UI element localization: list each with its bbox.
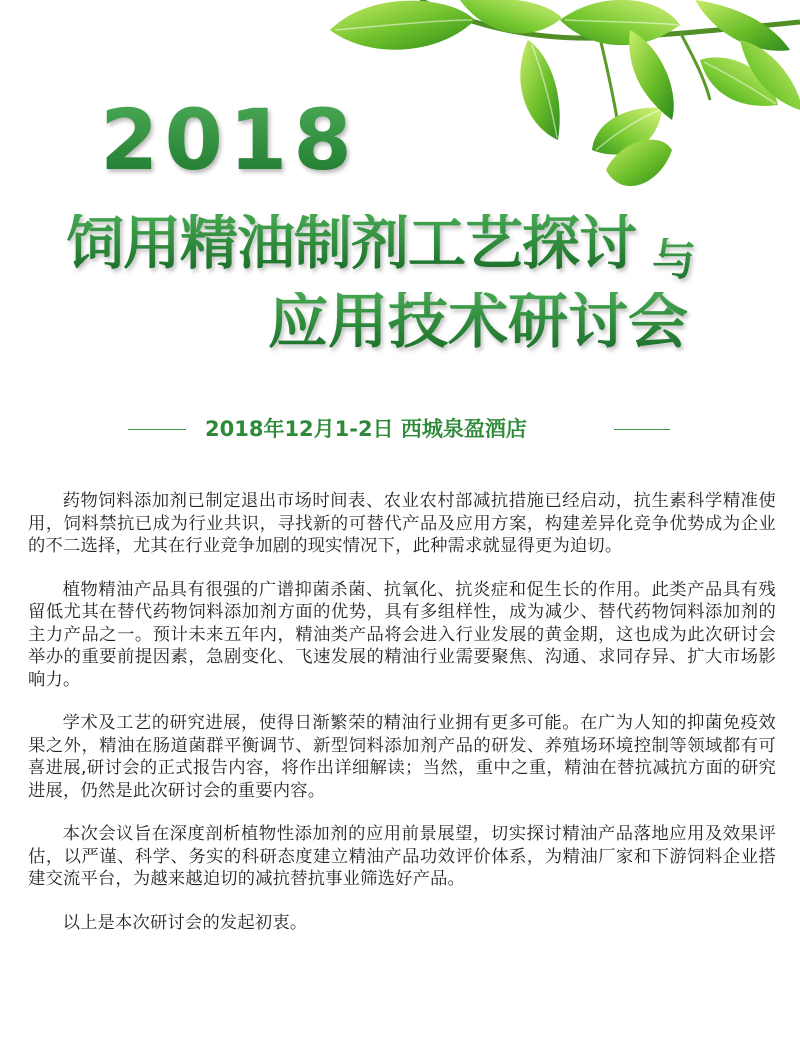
event-year: 2018: [100, 91, 358, 189]
event-title-line-2: 应用技术研讨会: [268, 287, 688, 357]
paragraph-5: 以上是本次研讨会的发起初衷。: [62, 912, 308, 933]
event-title-conjunction: 与: [652, 234, 696, 285]
event-title-line-1: 饲用精油制剂工艺探讨: [66, 209, 637, 277]
paragraph-2: 植物精油产品具有很强的广谱抑菌杀菌、抗氧化、抗炎症和促生长的作用。此类产品具有残留低尤其在替代药物饲料添加剂方面的优势，具有多组样性，成为减少、替代药物饲料添加剂的主力产品之一。预计未来五年内，精油类产品将会进入行业发展的黄金期，这也成为此次研讨会举办的重要前提因素，急剧变化、飞速发展的精油行业需要聚焦、沟通、求同存异、扩大市场影响力。: [28, 579, 776, 690]
date-venue-row: [0, 412, 800, 446]
article-body: [28, 490, 776, 955]
paragraph-3: 学术及工艺的研究进展，使得日渐繁荣的精油行业拥有更多可能。在广为人知的抑菌免疫效果之外，精油在肠道菌群平衡调节、新型饲料添加剂产品的研发、养殖场环境控制等领域都有可喜进展,研讨会的正式报告内容，将作出详细解读；当然，重中之重，精油在替抗减抗方面的研究进展，仍然是此次研讨会的重要内容。: [28, 713, 776, 801]
date-venue-text: 2018年12月1-2日 西城泉盈酒店: [205, 417, 527, 441]
divider-left: [128, 429, 186, 430]
green-leaves-icon: [300, 0, 800, 215]
divider-right: [614, 429, 670, 430]
paragraph-4: 本次会议旨在深度剖析植物性添加剂的应用前景展望，切实探讨精油产品落地应用及效果评估，以严谨、科学、务实的科研态度建立精油产品功效评价体系，为精油厂家和下游饲料企业搭建交流平台，为越来越迫切的减抗替抗事业筛选好产品。: [28, 824, 776, 889]
paragraph-1: 药物饲料添加剂已制定退出市场时间表、农业农村部减抗措施已经启动，抗生素科学精准使用，饲料禁抗已成为行业共识，寻找新的可替代产品及应用方案，构建差异化竞争优势成为企业的不二选择，尤其在行业竞争加剧的现实情况下，此种需求就显得更为迫切。: [28, 491, 776, 556]
